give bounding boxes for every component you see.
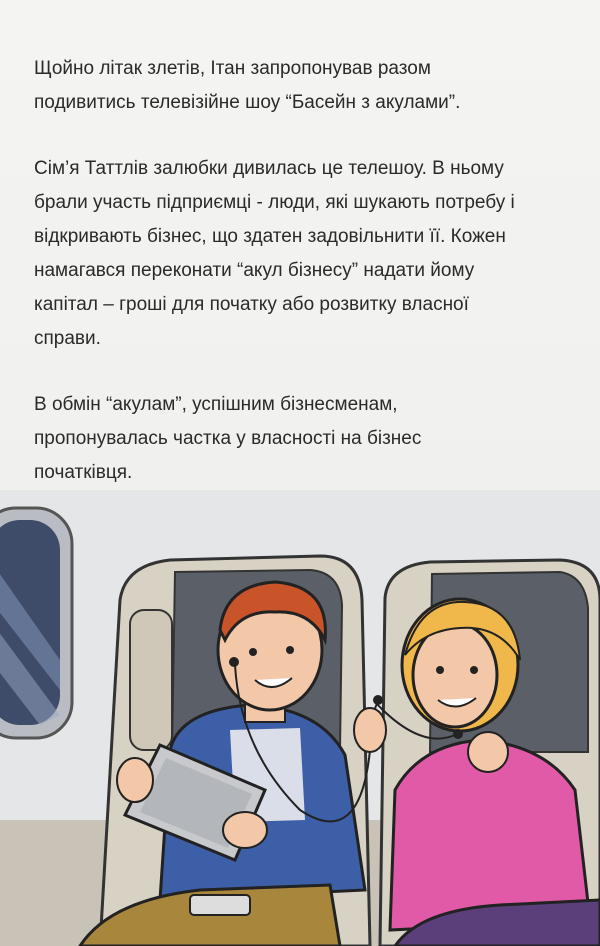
paragraph-2 (34, 152, 574, 356)
text-line: брали участь підприємці - люди, які шукають потребу і (34, 192, 515, 213)
text-line: Щойно літак злетів, Ітан запропонував разом (34, 58, 431, 79)
airplane-illustration (0, 490, 600, 946)
text-line: початківця. (34, 462, 133, 483)
story-text (34, 52, 574, 522)
text-line: відкривають бізнес, що здатен задовільнити її. Кожен (34, 226, 506, 247)
text-line: намагався переконати “акул бізнесу” надати йому (34, 260, 475, 281)
text-line: В обмін “акулам”, успішним бізнесменам, (34, 394, 398, 415)
airplane-window-icon (0, 508, 72, 738)
paragraph-1 (34, 52, 574, 120)
paragraph-3 (34, 388, 574, 490)
text-line: Сім’я Таттлів залюбки дивилась це телешоу. В ньому (34, 158, 504, 179)
text-line: подивитись телевізійне шоу “Басейн з акулами”. (34, 92, 461, 113)
text-line: справи. (34, 328, 101, 349)
text-line: пропонувалась частка у власності на бізнес (34, 428, 422, 449)
text-line: капітал – гроші для початку або розвитку власної (34, 294, 469, 315)
